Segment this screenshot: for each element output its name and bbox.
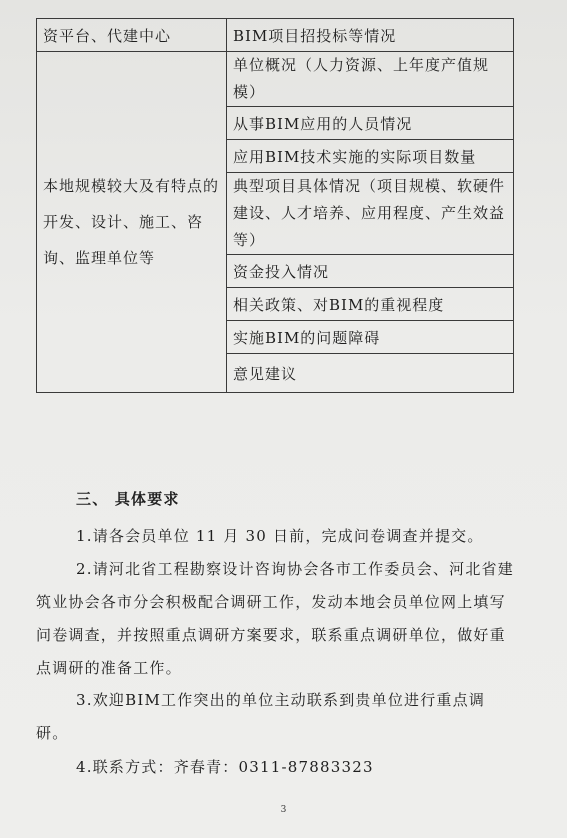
survey-item: 资金投入情况 xyxy=(227,255,514,288)
section-heading: 三、 具体要求 xyxy=(76,490,180,508)
survey-item: 意见建议 xyxy=(227,354,514,393)
table-cell-left: 资平台、代建中心 xyxy=(37,19,227,52)
survey-item: 应用BIM技术实施的实际项目数量 xyxy=(227,140,514,173)
survey-item: 从事BIM应用的人员情况 xyxy=(227,107,514,140)
survey-item: 实施BIM的问题障碍 xyxy=(227,321,514,354)
survey-table xyxy=(36,18,514,393)
contact-paragraph: 4.联系方式：齐春青：0311-87883323 xyxy=(76,758,374,776)
survey-item: 相关政策、对BIM的重视程度 xyxy=(227,288,514,321)
survey-item: 典型项目具体情况（项目规模、软硬件建设、人才培养、应用程度、产生效益等） xyxy=(227,173,514,255)
page-number: 3 xyxy=(280,805,287,815)
table-row xyxy=(37,52,514,107)
survey-item: 单位概况（人力资源、上年度产值规模） xyxy=(227,52,514,107)
requirement-paragraph-1: 1.请各会员单位 11 月 30 日前，完成问卷调查并提交。 xyxy=(76,527,484,545)
table-row xyxy=(37,19,514,52)
table-cell-right: BIM项目招投标等情况 xyxy=(227,19,514,52)
requirement-paragraph-3: 3.欢迎BIM工作突出的单位主动联系到贵单位进行重点调研。 xyxy=(36,691,486,742)
unit-group-cell: 本地规模较大及有特点的开发、设计、施工、咨询、监理单位等 xyxy=(37,52,227,393)
requirement-paragraph-2: 2.请河北省工程勘察设计咨询协会各市工作委员会、河北省建筑业协会各市分会积极配合调研工作，发动本地会员单位网上填写问卷调查，并按照重点调研方案要求，联系重点调研单位，做好重点调研的准备工作。 xyxy=(36,560,514,677)
